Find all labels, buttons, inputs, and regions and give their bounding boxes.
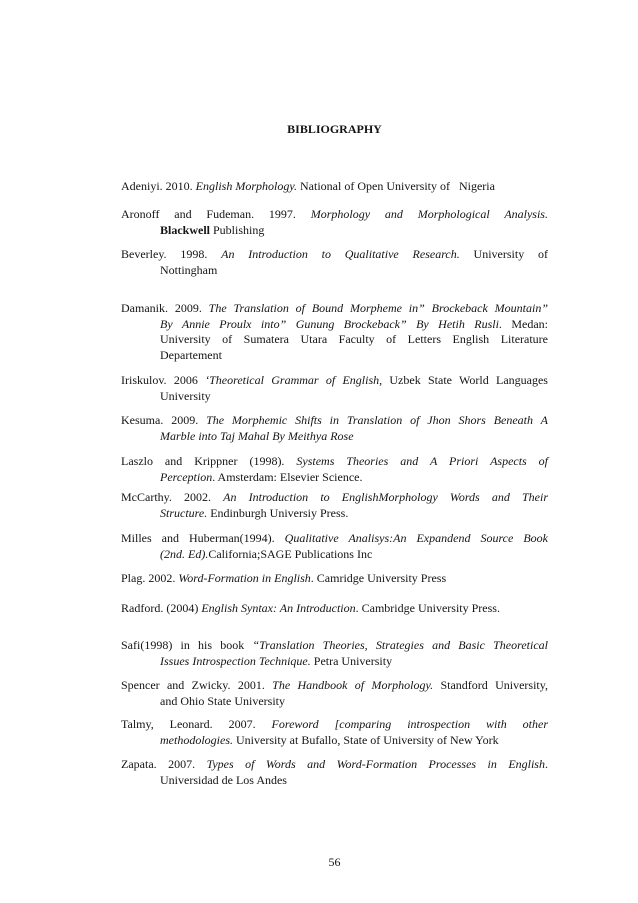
entry-line xyxy=(121,413,548,429)
work-title-text: Morphology and Morphological Analysis. xyxy=(310,207,548,221)
work-title-text: An Introduction to Qualitative Research. xyxy=(221,247,460,261)
bibliography-entry xyxy=(121,454,548,485)
entry-text: University xyxy=(160,388,211,403)
entry-line xyxy=(121,571,548,587)
entry-text: , Uzbek State World Languages xyxy=(379,373,548,387)
entry-text: Radford. (2004) xyxy=(121,601,202,615)
bibliography-entry xyxy=(121,678,548,709)
bibliography-entry xyxy=(121,301,548,363)
entry-text: California;SAGE Publications Inc xyxy=(208,546,373,561)
work-title-text: Structure. xyxy=(160,505,208,520)
work-title-text: English Syntax: An Introduction xyxy=(201,601,356,615)
work-title-text: Qualitative Analisys:An Expandend Source Book xyxy=(284,531,548,545)
entry-text: Safi(1998) in his book xyxy=(121,638,253,652)
entry-text: National of Open University of Nigeria xyxy=(297,179,495,193)
work-title-text: The Handbook of Morphology. xyxy=(272,678,434,692)
entry-text: Kesuma. 2009. xyxy=(121,413,207,427)
entry-line xyxy=(121,223,548,239)
work-title-text: By Annie Proulx into” Gunung Brockeback” By Hetih Rusli xyxy=(160,316,499,331)
entry-line xyxy=(121,389,548,405)
entry-text: Petra University xyxy=(310,653,393,668)
entry-text: and Ohio State University xyxy=(160,693,285,708)
work-title-text: Word-Formation in English xyxy=(178,571,311,585)
entry-line xyxy=(121,654,548,670)
bibliography-entry xyxy=(121,757,548,788)
bibliography-entry xyxy=(121,601,548,617)
entry-text: University of xyxy=(459,247,549,261)
entry-text: . xyxy=(544,757,548,771)
entry-text: Plag. 2002. xyxy=(121,571,179,585)
entry-line xyxy=(121,757,548,773)
work-title-text: Types of Words and Word-Formation Processes in English xyxy=(206,757,545,771)
bibliography-entry xyxy=(121,373,548,404)
entry-line xyxy=(121,373,548,389)
work-title-text: English Morphology. xyxy=(195,179,298,193)
entry-line xyxy=(121,531,548,547)
work-title-text: The Translation of Bound Morpheme in” Brockeback Mountain” xyxy=(208,301,548,315)
entry-line xyxy=(121,247,548,263)
bibliography-entry xyxy=(121,638,548,669)
entry-line xyxy=(121,490,548,506)
entry-text: . Amsterdam: Elsevier Science. xyxy=(212,469,363,484)
work-title-text: Marble into Taj Mahal By Meithya Rose xyxy=(160,428,354,443)
bibliography-entry xyxy=(121,207,548,238)
page-number: 56 xyxy=(328,855,341,869)
entry-line xyxy=(121,470,548,486)
entry-text: University of Sumatera Utara Faculty of Letters English Literature xyxy=(160,332,548,346)
work-title-text: The Morphemic Shifts in Translation of Jhon Shors Beneath A xyxy=(206,413,548,427)
entry-text: Spencer and Zwicky. 2001. xyxy=(121,678,273,692)
entry-line xyxy=(121,678,548,694)
entry-text: Talmy, Leonard. 2007. xyxy=(121,717,272,731)
bibliography-entry xyxy=(121,247,548,278)
entry-line xyxy=(121,638,548,654)
entry-line xyxy=(121,348,548,364)
entry-text: Damanik. 2009. xyxy=(121,301,209,315)
work-title-text: “Translation Theories, Strategies and Basic Theoretical xyxy=(252,638,548,652)
entry-line xyxy=(121,207,548,223)
entry-text: . Medan: xyxy=(498,316,549,331)
entry-text: Milles and Huberman(1994). xyxy=(121,531,285,545)
work-title-text: Systems Theories and A Priori Aspects of xyxy=(296,454,548,468)
entry-text: Adeniyi. 2010. xyxy=(121,179,196,193)
entry-text: . Cambridge University Press. xyxy=(355,601,500,615)
entry-line xyxy=(121,694,548,710)
entry-text: Iriskulov. 2006 xyxy=(121,373,206,387)
entry-text: Nottingham xyxy=(160,262,218,277)
entry-line xyxy=(121,601,548,617)
entry-text: Departement xyxy=(160,347,222,362)
page-title: BIBLIOGRAPHY xyxy=(287,122,382,136)
entry-line xyxy=(121,332,548,348)
entry-text: Laszlo and Krippner (1998). xyxy=(121,454,297,468)
work-title-text: Foreword [comparing introspection with other xyxy=(271,717,549,731)
work-title-text: methodologies. xyxy=(160,732,233,747)
entry-text: Standford University, xyxy=(433,678,548,692)
entry-line xyxy=(121,429,548,445)
entry-line xyxy=(121,179,548,195)
entry-line xyxy=(121,454,548,470)
entry-text: . Camridge University Press xyxy=(310,571,447,585)
entry-line xyxy=(121,547,548,563)
entry-text: University at Bufallo, State of University of New York xyxy=(233,732,499,747)
entry-line xyxy=(121,773,548,789)
bibliography-entry xyxy=(121,490,548,521)
entry-line xyxy=(121,717,548,733)
entry-text: Endinburgh Universiy Press. xyxy=(207,505,349,520)
work-title-text: ‘Theoretical Grammar of English xyxy=(205,373,380,387)
entry-text: Beverley. 1998. xyxy=(121,247,222,261)
entry-text: Aronoff and Fudeman. 1997. xyxy=(121,207,311,221)
entry-line xyxy=(121,733,548,749)
bibliography-entry xyxy=(121,717,548,748)
entry-text: McCarthy. 2002. xyxy=(121,490,224,504)
entry-text: Universidad de Los Andes xyxy=(160,772,287,787)
entry-text: Zapata. 2007. xyxy=(121,757,207,771)
entry-line xyxy=(121,301,548,317)
entry-text: Publishing xyxy=(210,222,265,237)
work-title-text: Issues Introspection Technique. xyxy=(160,653,311,668)
entry-line xyxy=(121,263,548,279)
work-title-text: An Introduction to EnglishMorphology Words and Their xyxy=(223,490,548,504)
bibliography-entry xyxy=(121,531,548,562)
work-title-text: (2nd. Ed). xyxy=(160,546,209,561)
publisher-bold-text: Blackwell xyxy=(160,222,210,237)
bibliography-entry xyxy=(121,413,548,444)
entry-line xyxy=(121,317,548,333)
work-title-text: Perception xyxy=(160,469,213,484)
bibliography-entry xyxy=(121,179,548,195)
bibliography-entry xyxy=(121,571,548,587)
entry-line xyxy=(121,506,548,522)
